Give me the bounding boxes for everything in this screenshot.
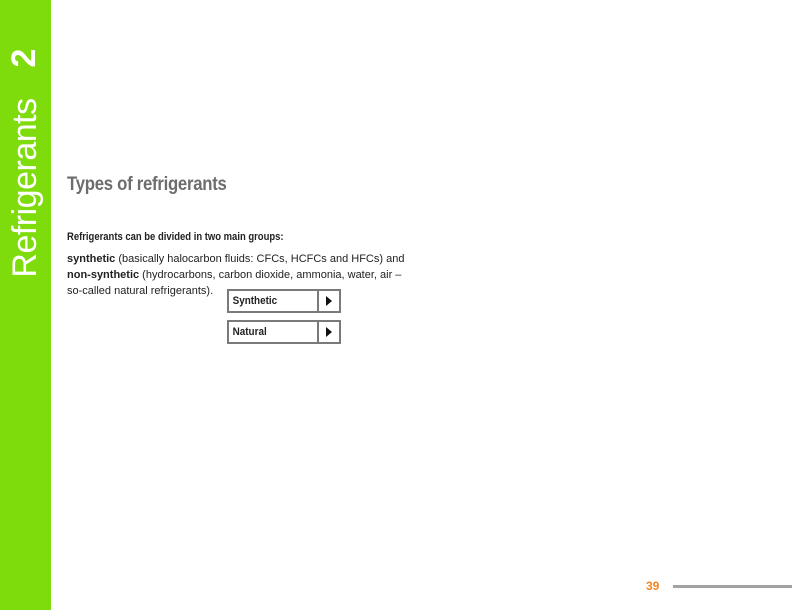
- chapter-title: Refrigerants: [6, 98, 44, 278]
- text-non-synthetic: (hydrocarbons, carbon dioxide, ammonia, water, air – so-called natural refrigerants).: [67, 269, 402, 297]
- play-arrow-icon: [317, 322, 339, 342]
- play-arrow-icon: [317, 291, 339, 311]
- lead-text: Refrigerants can be divided in two main groups:: [67, 231, 284, 243]
- text-synthetic: (basically halocarbon fluids: CFCs, HCFCs and HFCs) and: [115, 253, 405, 265]
- natural-button-label: Natural: [232, 326, 267, 338]
- natural-button[interactable]: [227, 320, 341, 344]
- synthetic-button[interactable]: [227, 289, 341, 313]
- term-non-synthetic: non-synthetic: [67, 269, 140, 281]
- synthetic-button-label: Synthetic: [232, 295, 278, 307]
- chapter-number: 2: [5, 48, 43, 68]
- page-number: 39: [646, 579, 660, 593]
- term-synthetic: synthetic: [67, 253, 116, 265]
- chapter-sidebar: [0, 0, 51, 610]
- page-title: Types of refrigerants: [67, 174, 227, 195]
- footer-divider: [673, 585, 792, 588]
